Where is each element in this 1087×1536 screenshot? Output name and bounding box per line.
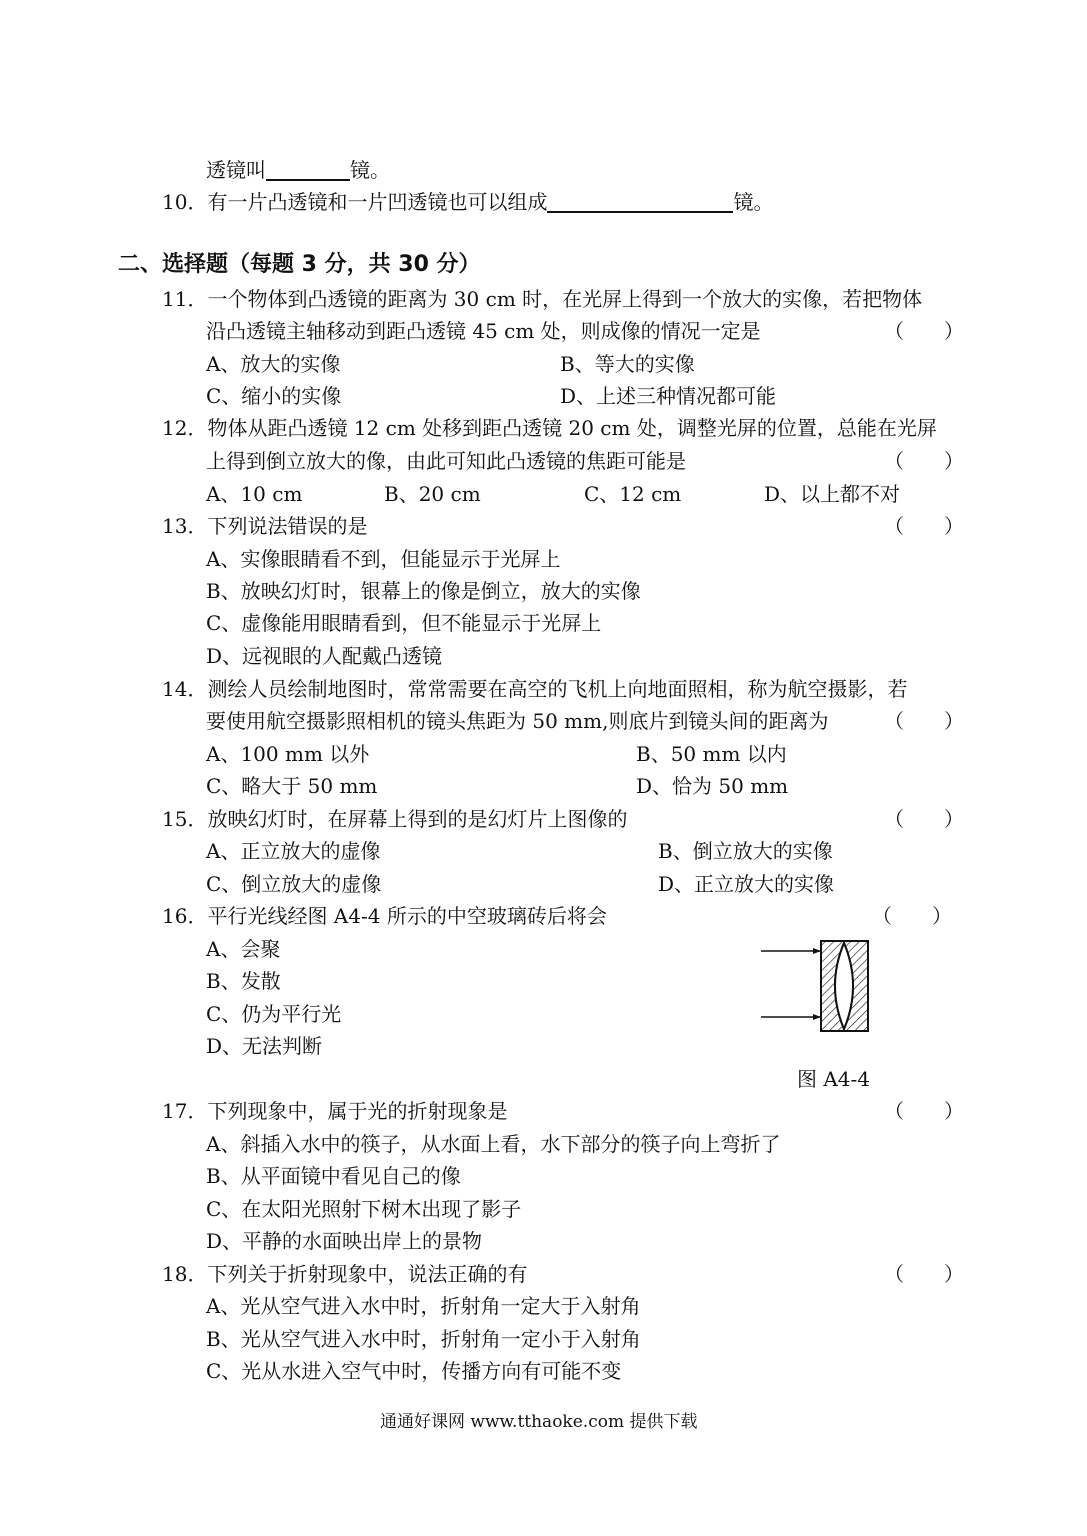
option-d: D、上述三种情况都可能 <box>560 384 777 408</box>
option-b: B、发散 <box>206 969 281 993</box>
option-d: D、以上都不对 <box>764 482 901 506</box>
option-c: C、虚像能用眼睛看到，但不能显示于光屏上 <box>206 611 602 635</box>
answer-parentheses[interactable]: （ ） <box>884 319 964 343</box>
option-b: B、20 cm <box>384 482 481 506</box>
section-title: 二、选择题（每题 3 分，共 30 分） <box>118 252 481 277</box>
option-d: D、远视眼的人配戴凸透镜 <box>206 644 443 668</box>
question-17: 17．下列现象中，属于光的折射现象是 <box>162 1099 508 1123</box>
question-14-line2: 要使用航空摄影照相机的镜头焦距为 50 mm,则底片到镜头间的距离为 <box>206 709 829 733</box>
question-11: 11．一个物体到凸透镜的距离为 30 cm 时，在光屏上得到一个放大的实像，若把物体 <box>162 287 923 311</box>
answer-blank[interactable] <box>547 211 733 213</box>
answer-blank[interactable] <box>266 179 350 181</box>
answer-parentheses[interactable]: （ ） <box>884 514 964 538</box>
hollow-glass-brick-figure <box>755 935 875 1037</box>
answer-parentheses[interactable]: （ ） <box>884 709 964 733</box>
question-12: 12．物体从距凸透镜 12 cm 处移到距凸透镜 20 cm 处，调整光屏的位置，总能在光屏 <box>162 416 937 440</box>
question-14: 14．测绘人员绘制地图时，常常需要在高空的飞机上向地面照相，称为航空摄影，若 <box>162 677 908 701</box>
option-d: D、无法判断 <box>206 1034 323 1058</box>
answer-parentheses[interactable]: （ ） <box>884 1262 964 1286</box>
option-b: B、等大的实像 <box>560 352 695 376</box>
option-a: A、光从空气进入水中时，折射角一定大于入射角 <box>206 1294 641 1318</box>
question-10: 10．有一片凸透镜和一片凹透镜也可以组成 镜。 <box>162 190 774 214</box>
option-c: C、缩小的实像 <box>206 384 342 408</box>
option-a: A、10 cm <box>206 482 303 506</box>
question-13: 13．下列说法错误的是 <box>162 514 368 538</box>
option-a: A、实像眼睛看不到，但能显示于光屏上 <box>206 547 561 571</box>
question-16: 16．平行光线经图 A4-4 所示的中空玻璃砖后将会 <box>162 904 607 928</box>
page-footer: 通通好课网 www.tthaoke.com 提供下载 <box>380 1412 698 1432</box>
option-a: A、会聚 <box>206 937 281 961</box>
option-d: D、恰为 50 mm <box>636 774 789 798</box>
question-15: 15．放映幻灯时，在屏幕上得到的是幻灯片上图像的 <box>162 807 628 831</box>
option-b: B、放映幻灯时，银幕上的像是倒立，放大的实像 <box>206 579 641 603</box>
option-d: D、正立放大的实像 <box>658 872 835 896</box>
answer-parentheses[interactable]: （ ） <box>872 904 952 928</box>
option-c: C、略大于 50 mm <box>206 774 378 798</box>
answer-parentheses[interactable]: （ ） <box>884 807 964 831</box>
option-c: C、倒立放大的虚像 <box>206 872 382 896</box>
question-12-line2: 上得到倒立放大的像，由此可知此凸透镜的焦距可能是 <box>206 449 686 473</box>
option-b: B、从平面镜中看见自己的像 <box>206 1164 461 1188</box>
option-c: C、光从水进入空气中时，传播方向有可能不变 <box>206 1359 622 1383</box>
option-b: B、倒立放大的实像 <box>658 839 833 863</box>
option-a: A、斜插入水中的筷子，从水面上看，水下部分的筷子向上弯折了 <box>206 1132 781 1156</box>
option-b: B、光从空气进入水中时，折射角一定小于入射角 <box>206 1327 641 1351</box>
figure-caption: 图 A4-4 <box>797 1067 871 1091</box>
option-b: B、50 mm 以内 <box>636 742 787 766</box>
option-c: C、在太阳光照射下树木出现了影子 <box>206 1197 522 1221</box>
q9-continuation: 透镜叫 镜。 <box>206 158 390 182</box>
answer-parentheses[interactable]: （ ） <box>884 1099 964 1123</box>
option-d: D、平静的水面映出岸上的景物 <box>206 1229 483 1253</box>
option-c: C、12 cm <box>584 482 682 506</box>
question-11-line2: 沿凸透镜主轴移动到距凸透镜 45 cm 处，则成像的情况一定是 <box>206 319 761 343</box>
option-c: C、仍为平行光 <box>206 1002 342 1026</box>
answer-parentheses[interactable]: （ ） <box>884 449 964 473</box>
option-a: A、放大的实像 <box>206 352 341 376</box>
option-a: A、正立放大的虚像 <box>206 839 381 863</box>
question-18: 18．下列关于折射现象中，说法正确的有 <box>162 1262 528 1286</box>
option-a: A、100 mm 以外 <box>206 742 370 766</box>
